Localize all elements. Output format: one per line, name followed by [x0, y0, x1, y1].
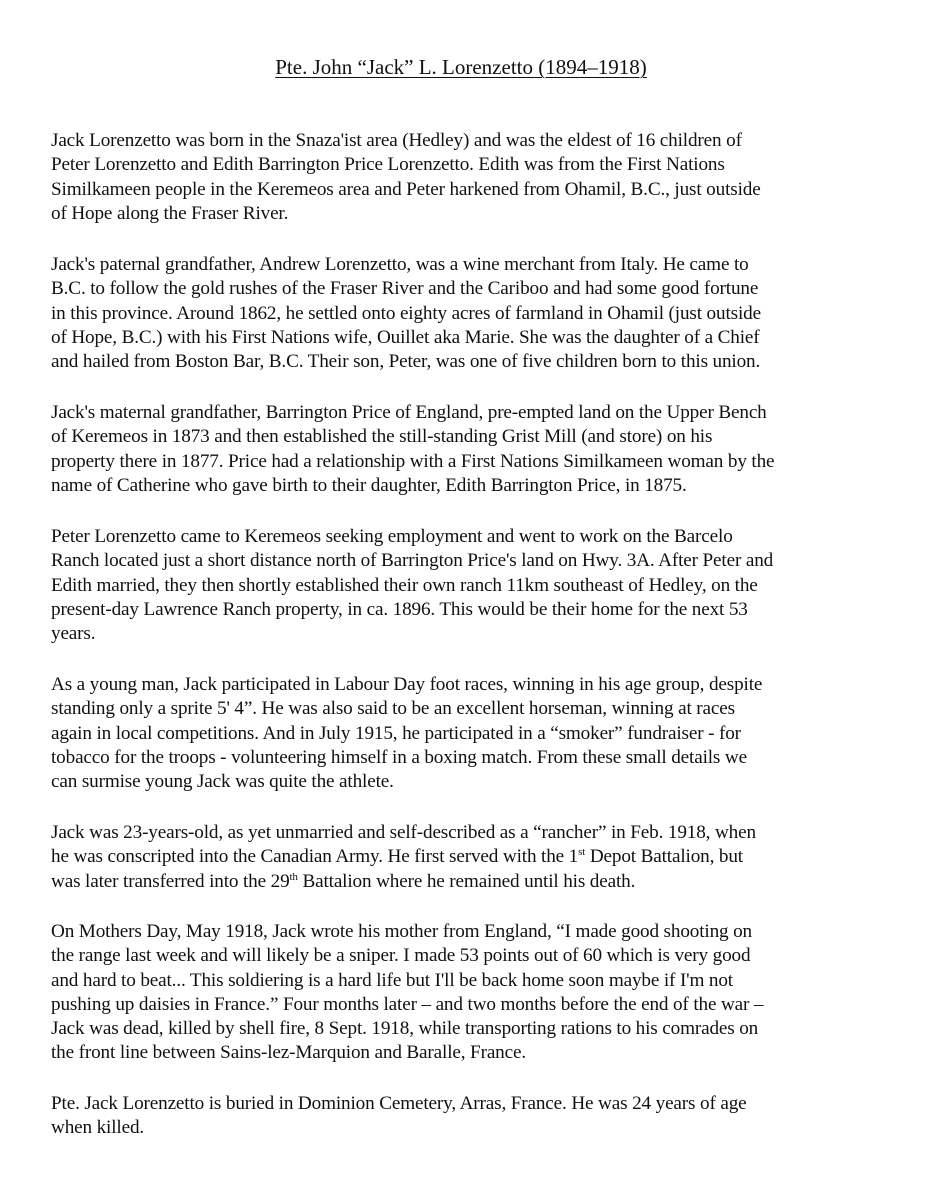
text-line: Peter Lorenzetto came to Keremeos seeking employment and went to work on the Barcelo — [51, 526, 733, 547]
text-segment: Battalion where he remained until his death. — [297, 870, 636, 892]
paragraph-young-athlete — [51, 673, 762, 794]
text-line: tobacco for the troops - volunteering himself in a boxing match. From these small details we — [51, 746, 747, 768]
text-line: again in local competitions. And in July 1915, he participated in a “smoker” fundraiser - for — [51, 722, 741, 744]
text-line: Edith married, they then shortly established their own ranch 11km southeast of Hedley, on the — [51, 574, 758, 596]
text-line: Jack's paternal grandfather, Andrew Lorenzetto, was a wine merchant from Italy. He came to — [51, 254, 749, 275]
paragraph-paternal-grandfather — [51, 253, 761, 374]
document-title — [51, 54, 871, 80]
text-line: Pte. Jack Lorenzetto is buried in Dominion Cemetery, Arras, France. He was 24 years of age — [51, 1093, 747, 1114]
text-segment: he was conscripted into the Canadian Army. He first served with the 1 — [51, 846, 579, 868]
paragraph-maternal-grandfather — [51, 401, 774, 498]
ordinal-suffix: th — [289, 870, 298, 883]
text-line: Jack was 23-years-old, as yet unmarried and self-described as a “rancher” in Feb. 1918, when — [51, 822, 756, 843]
text-line: of Keremeos in 1873 and then established the still-standing Grist Mill (and store) on his — [51, 426, 713, 448]
paragraph-birth-and-parents — [51, 129, 761, 226]
text-segment: Depot Battalion, but — [585, 846, 743, 868]
text-line: pushing up daisies in France.” Four months later – and two months before the end of the war – — [51, 993, 764, 1015]
ordinal-suffix: st — [578, 846, 586, 859]
text-line: and hard to beat... This soldiering is a hard life but I'll be back home soon maybe if I'm not — [51, 969, 733, 991]
text-line: standing only a sprite 5' 4”. He was also said to be an excellent horseman, winning at races — [51, 698, 735, 720]
text-line: the front line between Sains-lez-Marquion and Baralle, France. — [51, 1042, 527, 1064]
text-line: of Hope along the Fraser River. — [51, 202, 289, 224]
text-line: and hailed from Boston Bar, B.C. Their son, Peter, was one of five children born to this union. — [51, 351, 761, 373]
text-line: present-day Lawrence Ranch property, in ca. 1896. This would be their home for the next 53 — [51, 598, 748, 620]
text-line: Jack's maternal grandfather, Barrington Price of England, pre-empted land on the Upper Bench — [51, 402, 767, 423]
text-line: of Hope, B.C.) with his First Nations wife, Ouillet aka Marie. She was the daughter of a Chief — [51, 326, 760, 348]
text-line: when killed. — [51, 1117, 145, 1139]
text-line: in this province. Around 1862, he settled onto eighty acres of farmland in Ohamil (just outside — [51, 302, 761, 324]
text-line: Jack was dead, killed by shell fire, 8 Sept. 1918, while transporting rations to his comrades on — [51, 1018, 759, 1040]
text-line — [51, 845, 756, 869]
text-line: property there in 1877. Price had a relationship with a First Nations Similkameen woman by the — [51, 450, 775, 472]
paragraph-burial — [51, 1092, 747, 1141]
text-line: As a young man, Jack participated in Labour Day foot races, winning in his age group, despite — [51, 674, 763, 695]
paragraph-letter-and-death — [51, 920, 763, 1066]
text-line: Jack Lorenzetto was born in the Snaza'ist area (Hedley) and was the eldest of 16 children of — [51, 130, 742, 151]
text-line — [51, 870, 756, 894]
text-line: Ranch located just a short distance north of Barrington Price's land on Hwy. 3A. After Peter and — [51, 550, 774, 572]
text-line: can surmise young Jack was quite the athlete. — [51, 771, 394, 793]
text-line: name of Catherine who gave birth to their daughter, Edith Barrington Price, in 1875. — [51, 474, 687, 496]
text-line: Similkameen people in the Keremeos area and Peter harkened from Ohamil, B.C., just outside — [51, 178, 761, 200]
text-line: years. — [51, 623, 96, 645]
text-line: the range last week and will likely be a sniper. I made 53 points out of 60 which is very good — [51, 945, 751, 967]
document-title-text: Pte. John “Jack” L. Lorenzetto (1894–1918) — [275, 55, 647, 79]
text-line: On Mothers Day, May 1918, Jack wrote his mother from England, “I made good shooting on — [51, 921, 752, 942]
text-line: B.C. to follow the gold rushes of the Fraser River and the Cariboo and had some good fortune — [51, 278, 759, 300]
paragraph-conscription — [51, 821, 756, 894]
paragraph-parents-ranch — [51, 525, 773, 646]
text-segment: was later transferred into the 29 — [51, 870, 290, 892]
text-line: Peter Lorenzetto and Edith Barrington Price Lorenzetto. Edith was from the First Nations — [51, 154, 725, 176]
